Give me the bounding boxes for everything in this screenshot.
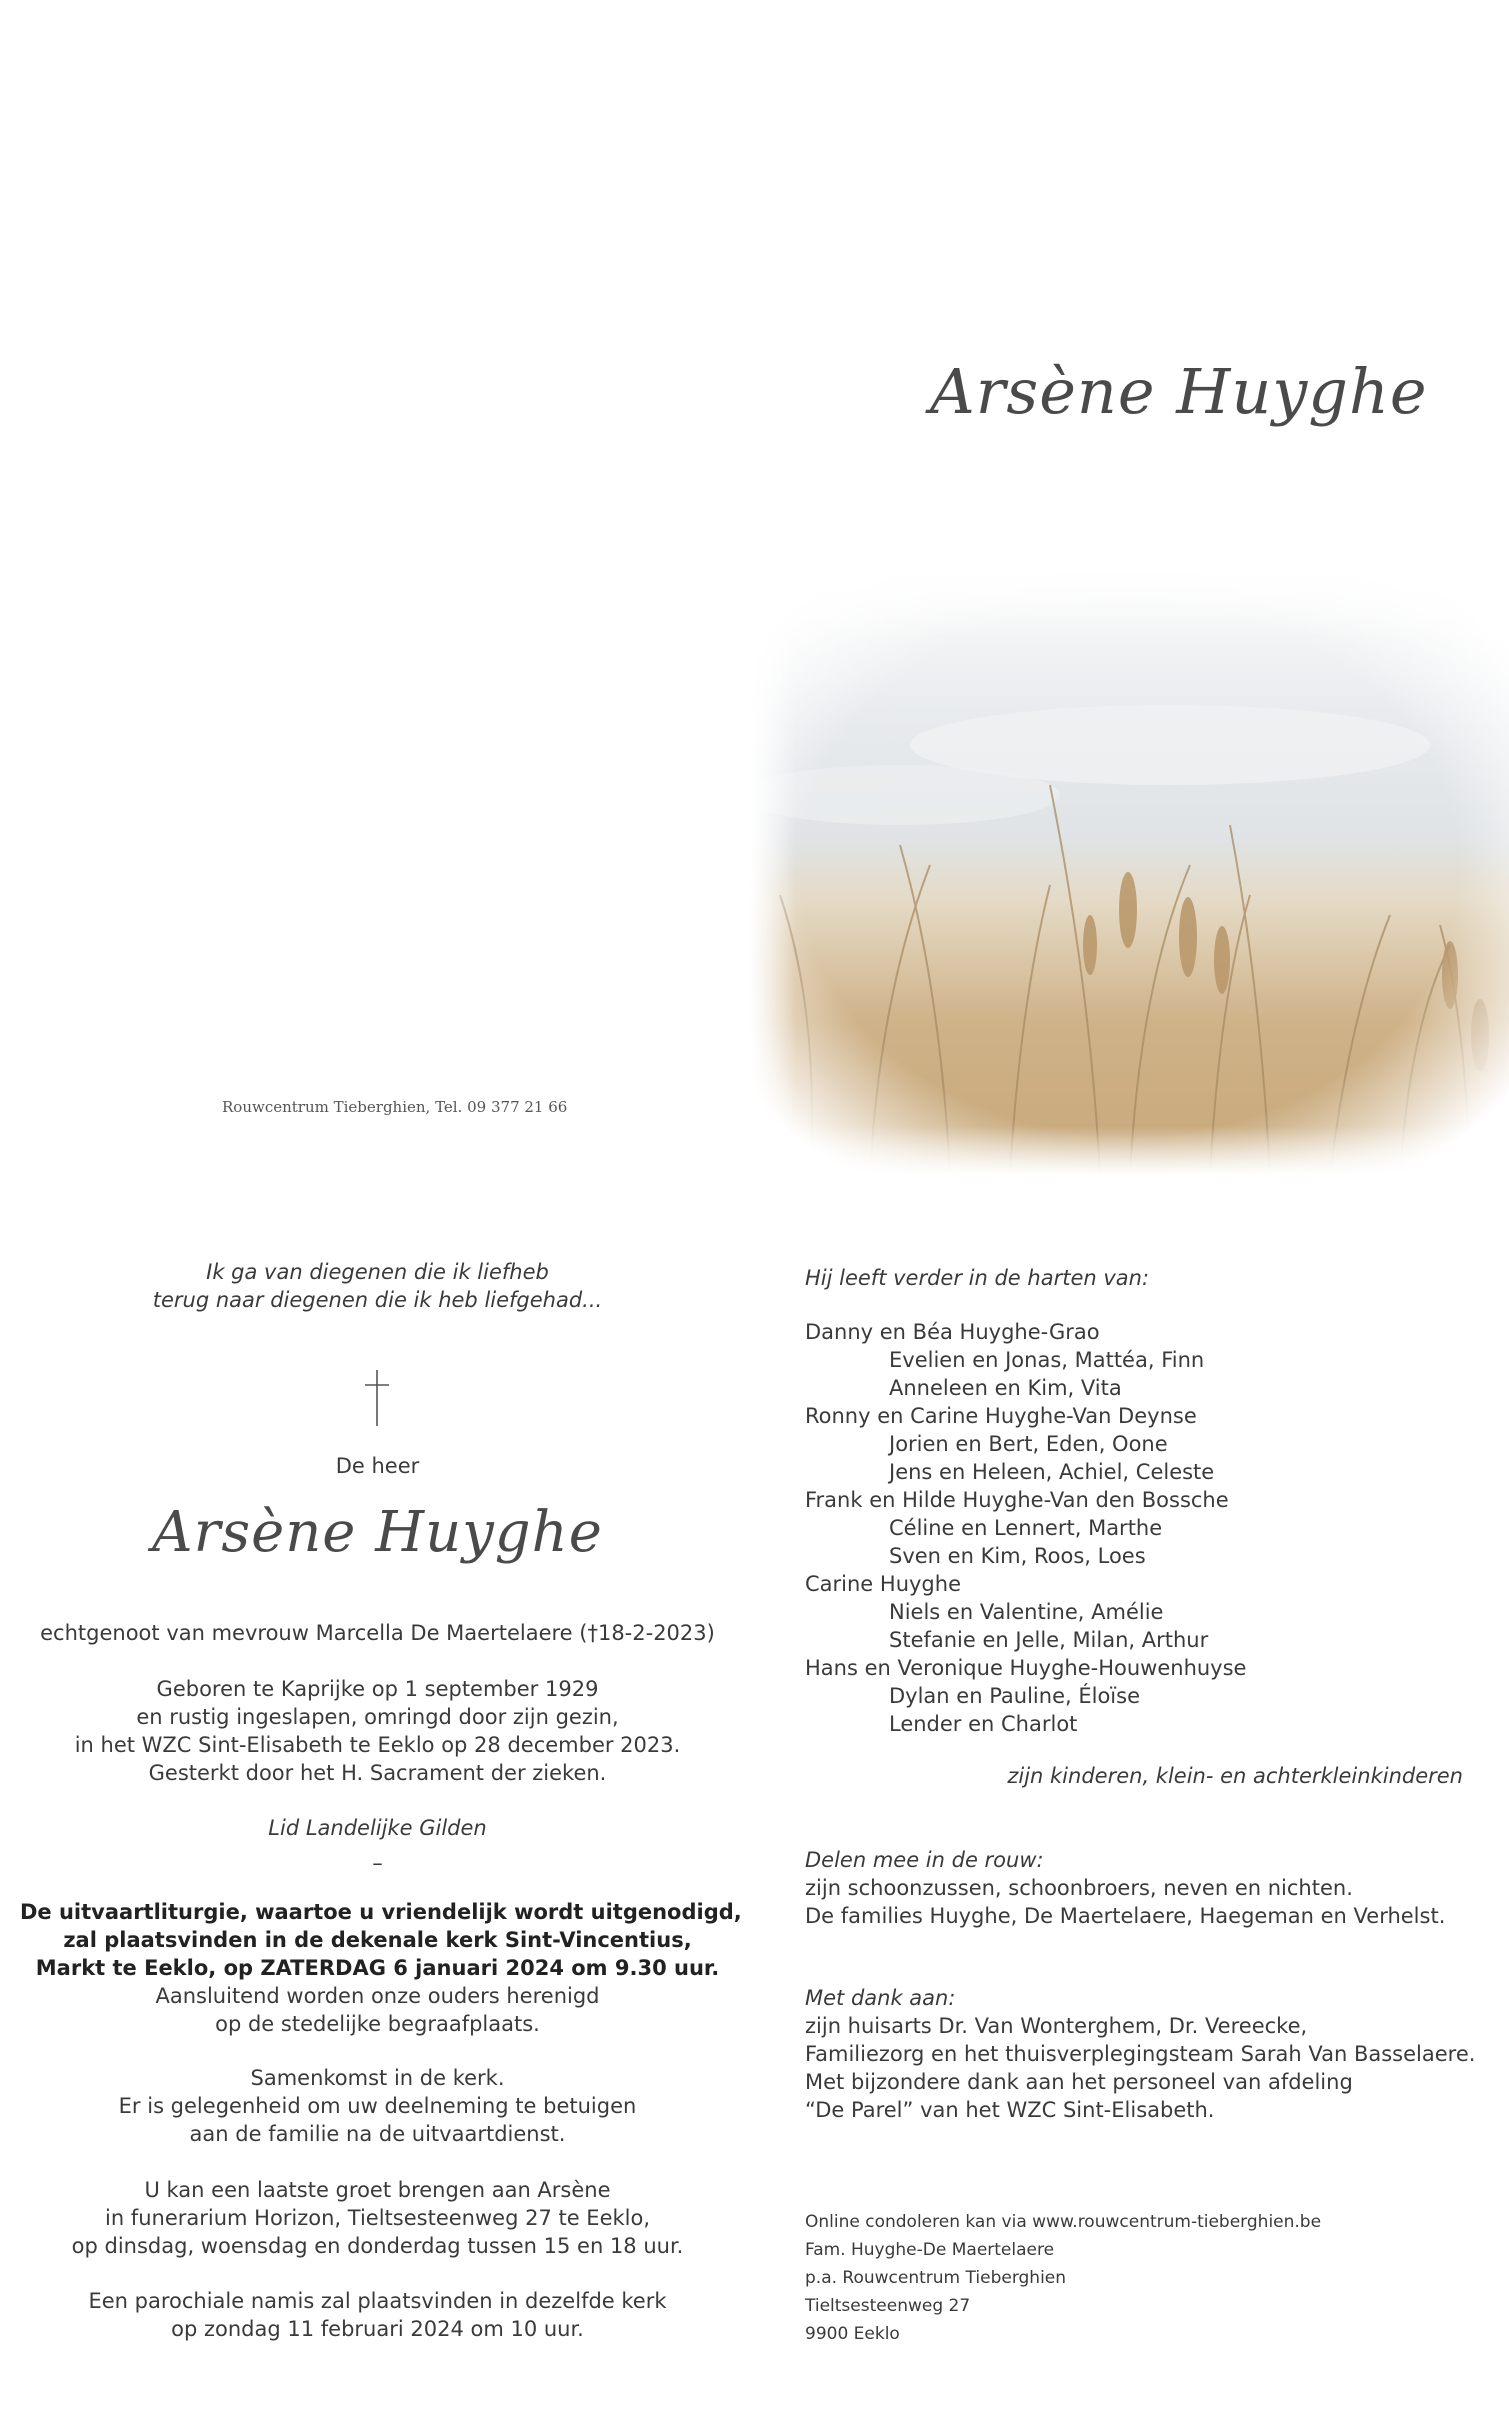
cover-name: Arsène Huyghe: [930, 355, 1428, 428]
burial-line: op de stedelijke begraafplaats.: [215, 2012, 540, 2036]
liturgy-line: De uitvaartliturgie, waartoe u vriendelijk wordt uitgenodigd,: [20, 1900, 742, 1924]
child-family-line: Carine Huyghe: [805, 1572, 961, 1596]
thanks-line: zijn huisarts Dr. Van Wonterghem, Dr. Vereecke,: [805, 2014, 1308, 2038]
liturgy-line: zal plaatsvinden in de dekenale kerk Sint-Vincentius,: [63, 1928, 692, 1952]
child-family-line: Danny en Béa Huyghe-Grao: [805, 1320, 1100, 1344]
grandchildren-line: Evelien en Jonas, Mattéa, Finn: [889, 1348, 1205, 1372]
burial-line: Aansluitend worden onze ouders herenigd: [155, 1984, 600, 2008]
grandchildren-line: Lender en Charlot: [889, 1712, 1078, 1736]
mass-info: [20, 2287, 735, 2343]
thanks-line: “De Parel” van het WZC Sint-Elisabeth.: [805, 2098, 1215, 2122]
mourners-line: De families Huyghe, De Maertelaere, Haegeman en Verhelst.: [805, 1904, 1446, 1928]
salutation: De heer: [335, 1454, 420, 1478]
contact-address: [805, 2208, 1505, 2348]
thanks-heading: Met dank aan:: [805, 1986, 956, 2010]
life-line: in het WZC Sint-Elisabeth te Eeklo op 28 december 2023.: [74, 1733, 681, 1757]
quote-line: terug naar diegenen die ik heb liefgehad...: [152, 1288, 603, 1312]
life-details: [20, 1675, 735, 1787]
deceased-name: Arsène Huyghe: [152, 1500, 603, 1565]
visitation-line: op dinsdag, woensdag en donderdag tussen 15 en 18 uur.: [71, 2234, 684, 2258]
grandchildren-line: Anneleen en Kim, Vita: [889, 1376, 1122, 1400]
thanks-line: Met bijzondere dank aan het personeel van afdeling: [805, 2070, 1353, 2094]
visitation-info: [20, 2176, 735, 2260]
grandchildren-line: Sven en Kim, Roos, Loes: [889, 1544, 1146, 1568]
mourners-line: zijn schoonzussen, schoonbroers, neven en nichten.: [805, 1876, 1353, 1900]
liturgy-announcement: [20, 1898, 742, 2038]
gathering-line: Er is gelegenheid om uw deelneming te betuigen: [118, 2094, 637, 2118]
gathering-line: Samenkomst in de kerk.: [250, 2066, 505, 2090]
family-caption: zijn kinderen, klein- en achterkleinkinderen: [1007, 1764, 1463, 1788]
life-line: Geboren te Kaprijke op 1 september 1929: [156, 1677, 599, 1701]
family-list: [805, 1318, 1505, 1738]
contact-line: 9900 Eeklo: [805, 2324, 900, 2344]
grandchildren-line: Jorien en Bert, Eden, Oone: [889, 1432, 1168, 1456]
grandchildren-line: Jens en Heleen, Achiel, Celeste: [889, 1460, 1215, 1484]
liturgy-line: Markt te Eeklo, op ZATERDAG 6 januari 2024 om 9.30 uur.: [35, 1956, 720, 1980]
mass-line: op zondag 11 februari 2024 om 10 uur.: [171, 2317, 584, 2341]
visitation-line: U kan een laatste groet brengen aan Arsène: [144, 2178, 611, 2202]
life-line: Gesterkt door het H. Sacrament der zieken.: [148, 1761, 607, 1785]
separator: –: [372, 1851, 383, 1875]
gathering-info: [20, 2064, 735, 2148]
online-condolence-link[interactable]: Online condoleren kan via www.rouwcentrum-tieberghien.be: [805, 2212, 1322, 2232]
wheat-field-photo: [750, 565, 1509, 1175]
funeral-home-credit: Rouwcentrum Tieberghien, Tel. 09 377 21 66: [222, 1098, 568, 1116]
family-heading: Hij leeft verder in de harten van:: [805, 1266, 1150, 1290]
child-family-line: Hans en Veronique Huyghe-Houwenhuyse: [805, 1656, 1247, 1680]
membership: Lid Landelijke Gilden: [268, 1816, 487, 1840]
thanks-block: [805, 1984, 1505, 2124]
thanks-line: Familiezorg en het thuisverplegingsteam Sarah Van Basselaere.: [805, 2042, 1476, 2066]
spouse-line: echtgenoot van mevrouw Marcella De Maertelaere (†18-2-2023): [40, 1621, 715, 1645]
life-line: en rustig ingeslapen, omringd door zijn gezin,: [136, 1705, 619, 1729]
quote: [20, 1258, 735, 1314]
cross-icon: [362, 1368, 392, 1428]
visitation-line: in funerarium Horizon, Tieltsesteenweg 27 te Eeklo,: [104, 2206, 651, 2230]
mourners-heading: Delen mee in de rouw:: [805, 1848, 1044, 1872]
grandchildren-line: Stefanie en Jelle, Milan, Arthur: [889, 1628, 1209, 1652]
child-family-line: Ronny en Carine Huyghe-Van Deynse: [805, 1404, 1197, 1428]
contact-line: Fam. Huyghe-De Maertelaere: [805, 2240, 1055, 2260]
grandchildren-line: Dylan en Pauline, Éloïse: [889, 1684, 1140, 1708]
mourners-block: [805, 1846, 1505, 1930]
gathering-line: aan de familie na de uitvaartdienst.: [189, 2122, 566, 2146]
grandchildren-line: Niels en Valentine, Amélie: [889, 1600, 1164, 1624]
child-family-line: Frank en Hilde Huyghe-Van den Bossche: [805, 1488, 1229, 1512]
contact-line: p.a. Rouwcentrum Tieberghien: [805, 2268, 1067, 2288]
quote-line: Ik ga van diegenen die ik liefheb: [206, 1260, 549, 1284]
contact-line: Tieltsesteenweg 27: [805, 2296, 971, 2316]
grandchildren-line: Céline en Lennert, Marthe: [889, 1516, 1163, 1540]
mass-line: Een parochiale namis zal plaatsvinden in dezelfde kerk: [88, 2289, 667, 2313]
